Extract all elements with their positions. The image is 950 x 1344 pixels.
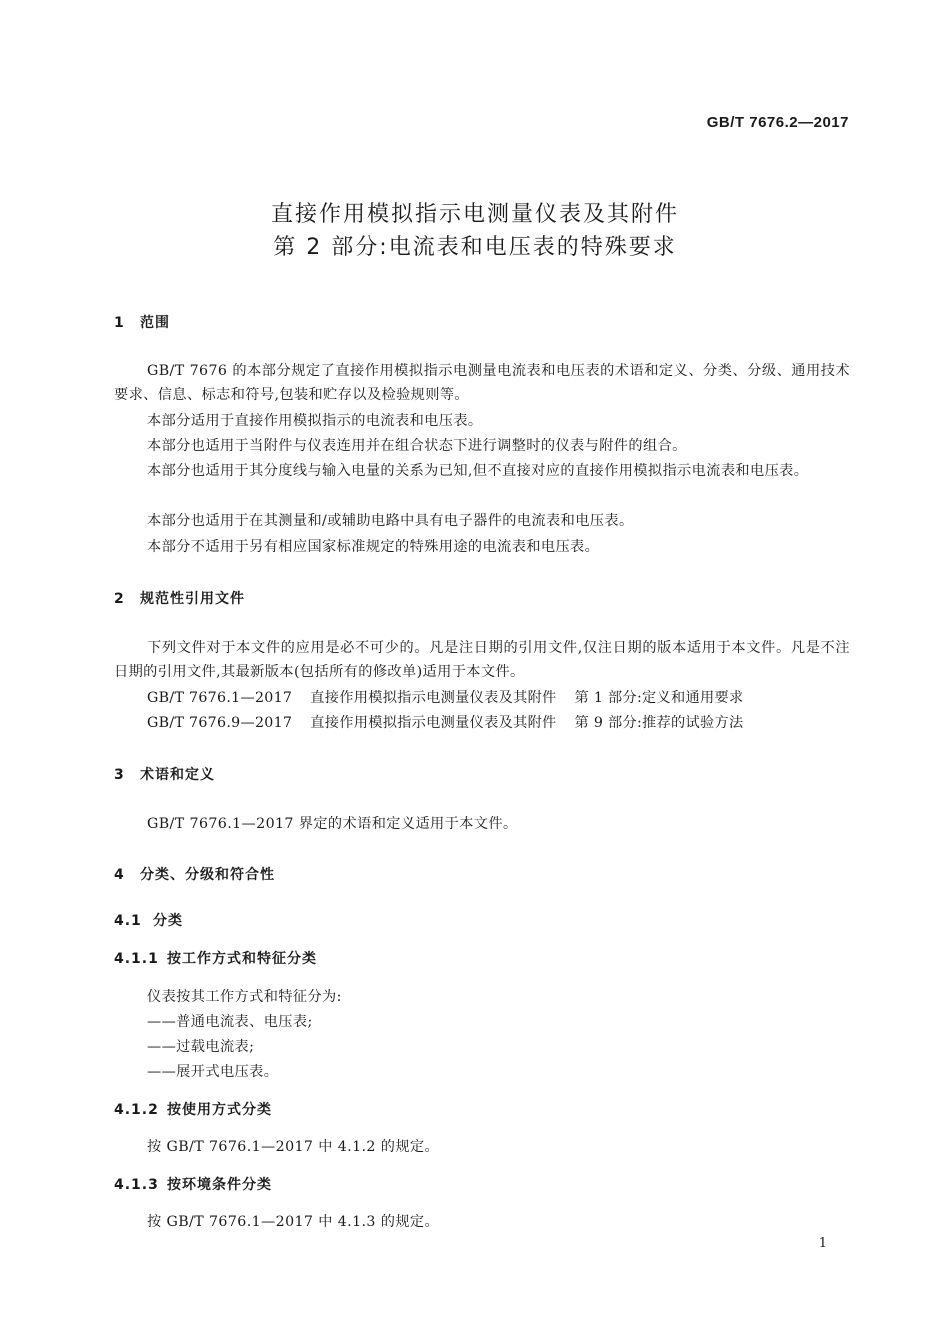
section-title: 规范性引用文件 — [140, 591, 245, 607]
section-title: 按使用方式分类 — [167, 1102, 272, 1118]
paragraph: GB/T 7676 的本部分规定了直接作用模拟指示电测量电流表和电压表的术语和定义、分类、分级、通用技术要求、信息、标志和符号,包装和贮存以及检验规则等。 — [114, 363, 850, 403]
document-title-line2: 第 2 部分:电流表和电压表的特殊要求 — [273, 235, 677, 260]
section-number: 4 — [114, 867, 125, 883]
page-number: 1 — [818, 1236, 827, 1251]
section-title: 术语和定义 — [140, 767, 215, 783]
reference-part: 第 1 部分:定义和通用要求 — [574, 690, 744, 706]
paragraph: 本部分不适用于另有相应国家标准规定的特殊用途的电流表和电压表。 — [147, 539, 600, 555]
section-title: 按环境条件分类 — [167, 1177, 272, 1193]
list-item: ——过载电流表; — [147, 1039, 255, 1055]
section-4-1-heading — [114, 910, 183, 930]
section-3-heading — [114, 764, 215, 784]
list-item: ——普通电流表、电压表; — [147, 1014, 313, 1030]
list-item: ——展开式电压表。 — [147, 1064, 279, 1080]
paragraph: 本部分适用于直接作用模拟指示的电流表和电压表。 — [147, 413, 483, 429]
reference-item — [147, 686, 743, 710]
section-number: 1 — [114, 315, 125, 331]
paragraph: GB/T 7676.1—2017 界定的术语和定义适用于本文件。 — [147, 816, 518, 832]
section-number: 4.1.1 — [114, 951, 159, 967]
standard-number: GB/T 7676.2—2017 — [706, 114, 849, 131]
section-4-heading — [114, 864, 275, 884]
section-title: 分类、分级和符合性 — [140, 867, 275, 883]
reference-title: 直接作用模拟指示电测量仪表及其附件 — [310, 715, 557, 731]
paragraph: 本部分也适用于其分度线与输入电量的关系为已知,但不直接对应的直接作用模拟指示电流表和电压表。 — [147, 463, 809, 479]
reference-code: GB/T 7676.1—2017 — [147, 690, 293, 706]
paragraph: 按 GB/T 7676.1—2017 中 4.1.2 的规定。 — [147, 1139, 440, 1155]
section-4-1-3-heading — [114, 1174, 272, 1194]
section-number: 3 — [114, 767, 125, 783]
section-number: 2 — [114, 591, 125, 607]
reference-part: 第 9 部分:推荐的试验方法 — [574, 715, 744, 731]
section-number: 4.1 — [114, 913, 142, 929]
document-title-line1: 直接作用模拟指示电测量仪表及其附件 — [270, 202, 679, 227]
section-4-1-2-heading — [114, 1099, 272, 1119]
section-1-heading — [114, 312, 170, 332]
paragraph: 按 GB/T 7676.1—2017 中 4.1.3 的规定。 — [147, 1214, 440, 1230]
section-title: 范围 — [140, 315, 170, 331]
paragraph: 本部分也适用于当附件与仪表连用并在组合状态下进行调整时的仪表与附件的组合。 — [147, 438, 687, 454]
section-number: 4.1.2 — [114, 1102, 159, 1118]
paragraph: 仪表按其工作方式和特征分为: — [147, 989, 342, 1005]
reference-title: 直接作用模拟指示电测量仪表及其附件 — [310, 690, 557, 706]
section-4-1-1-heading — [114, 948, 317, 968]
section-number: 4.1.3 — [114, 1177, 159, 1193]
reference-code: GB/T 7676.9—2017 — [147, 715, 293, 731]
paragraph: 下列文件对于本文件的应用是必不可少的。凡是注日期的引用文件,仅注日期的版本适用于本文件。凡是不注日期的引用文件,其最新版本(包括所有的修改单)适用于本文件。 — [114, 640, 850, 680]
section-title: 按工作方式和特征分类 — [167, 951, 317, 967]
section-2-heading — [114, 588, 245, 608]
reference-item — [147, 711, 743, 735]
section-title: 分类 — [153, 913, 183, 929]
paragraph: 本部分也适用于在其测量和/或辅助电路中具有电子器件的电流表和电压表。 — [147, 513, 634, 529]
